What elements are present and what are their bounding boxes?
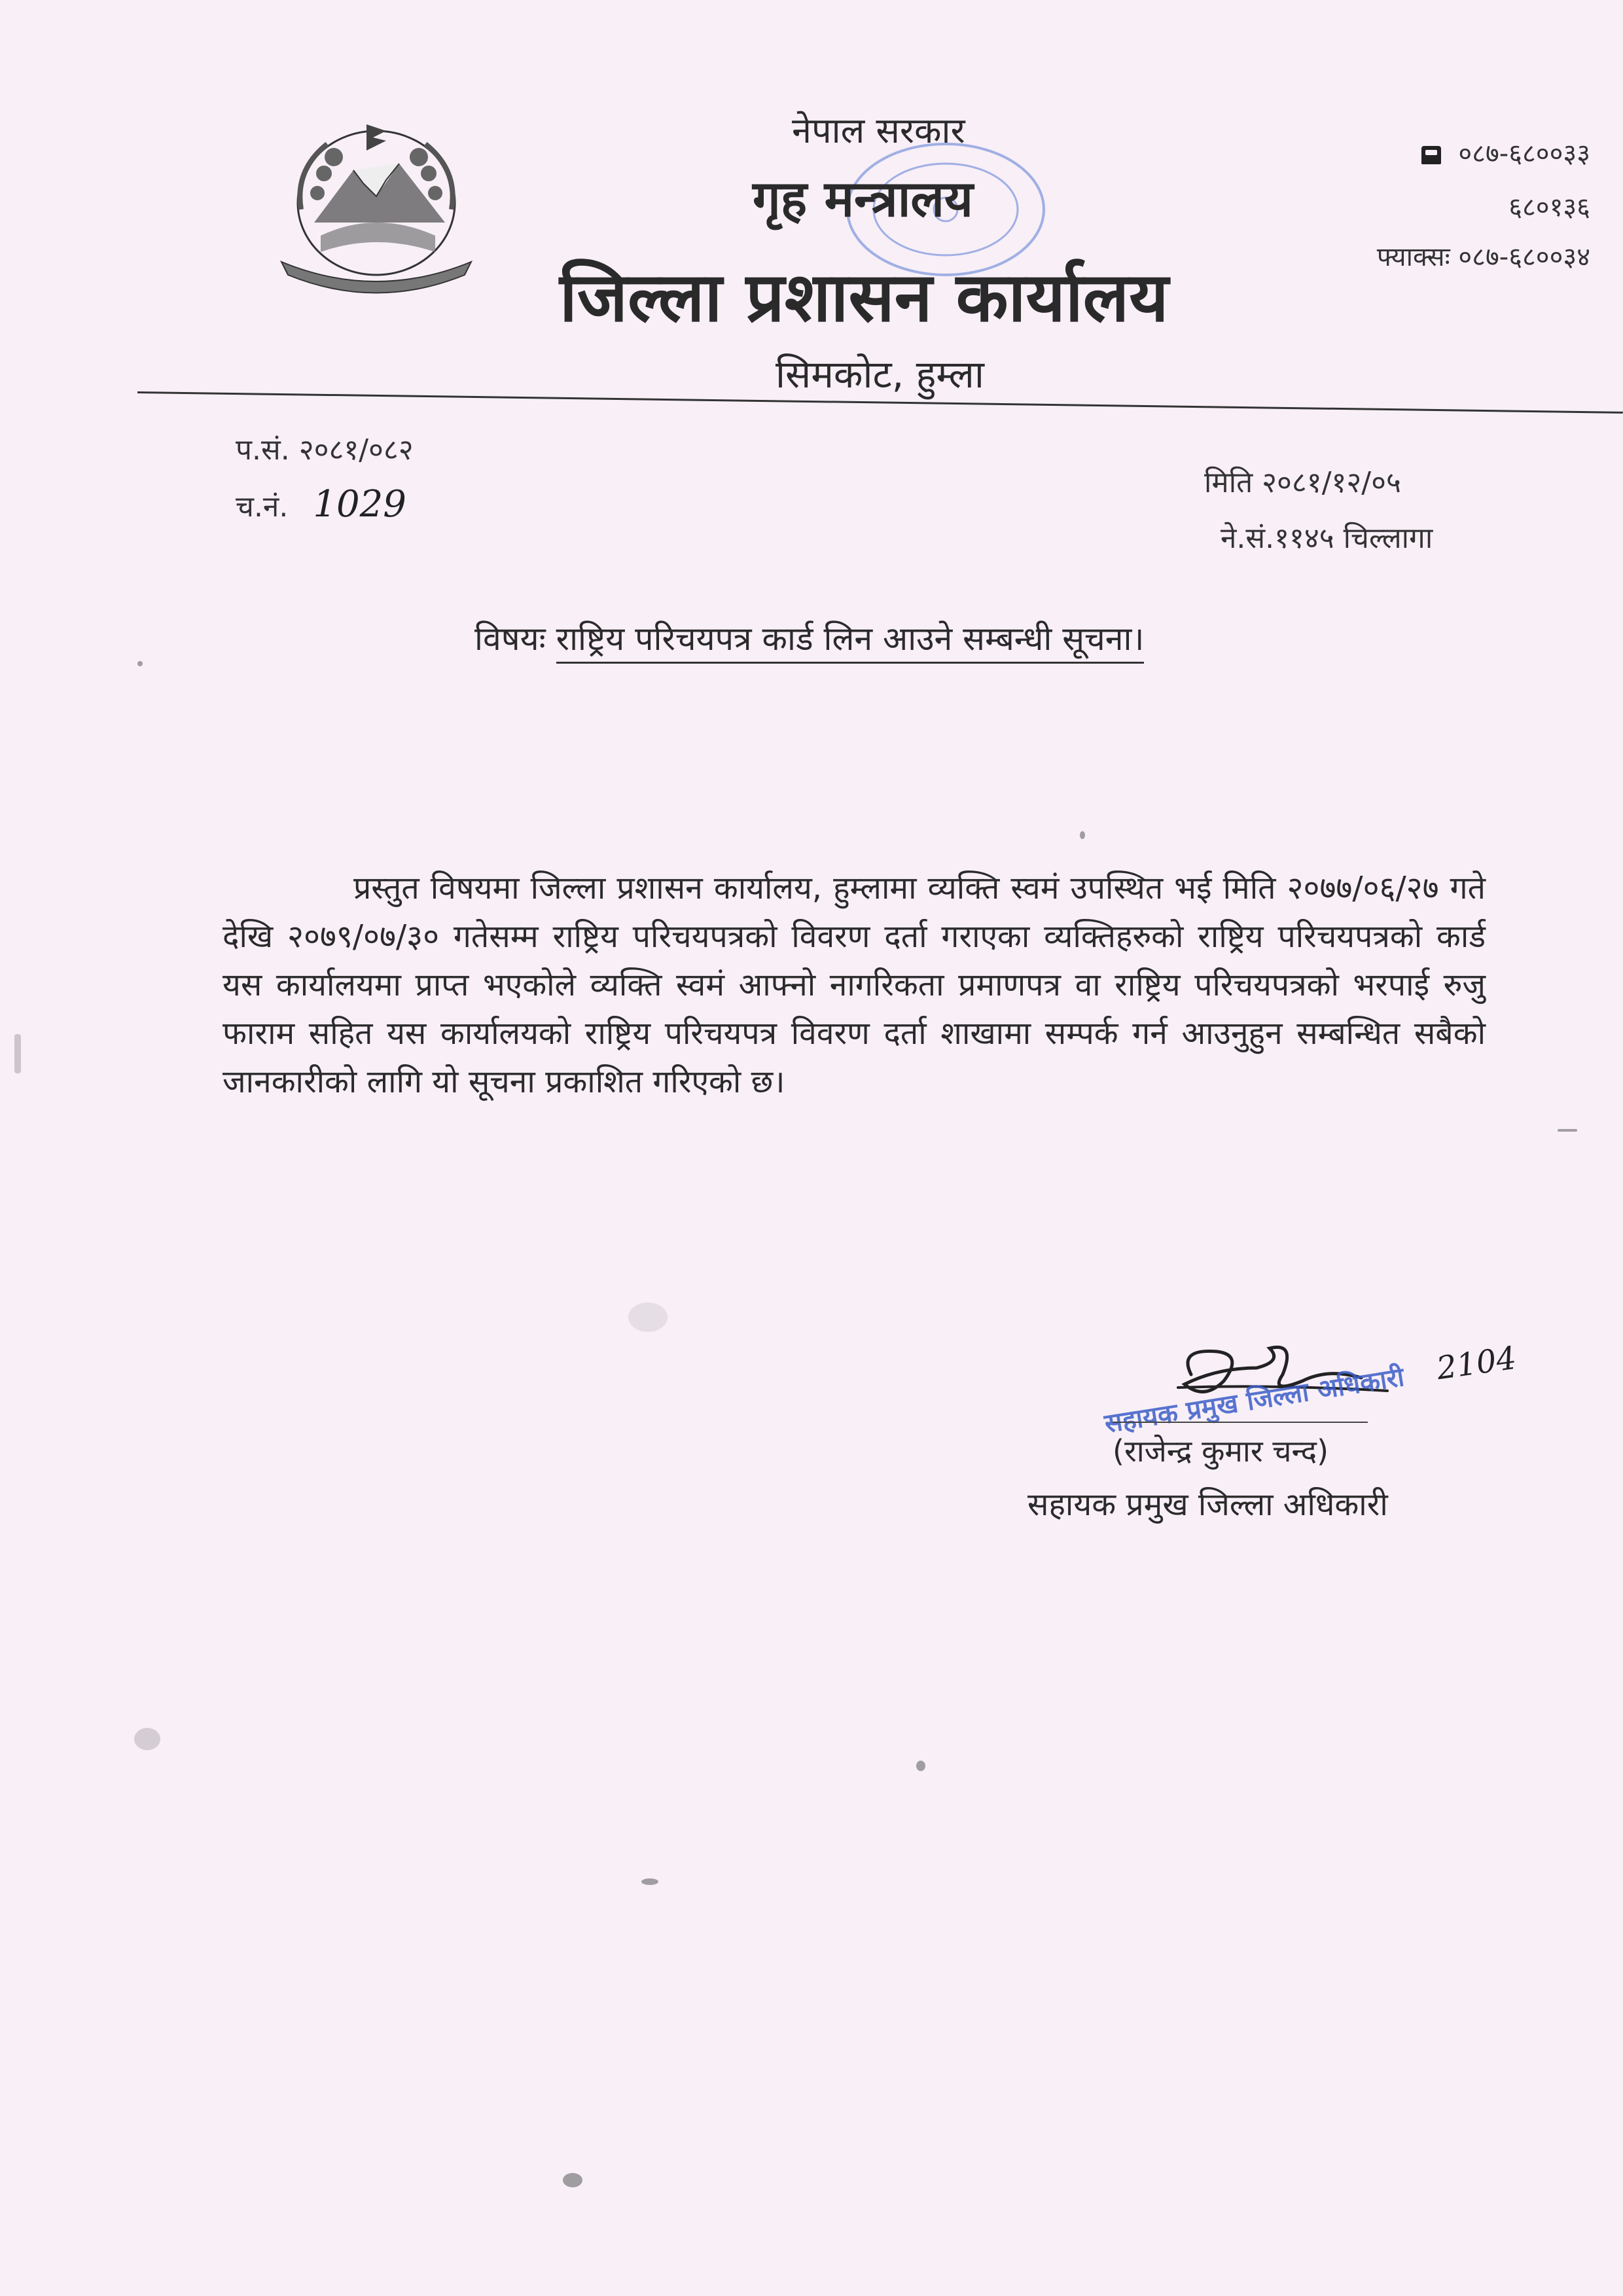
- nepal-samvat-date: ने.सं.११४५ चिल्लागा: [1221, 522, 1433, 555]
- scan-speck: [563, 2173, 582, 2187]
- phone-row-1: [1421, 141, 1590, 167]
- officer-stamp: सहायक प्रमुख जिल्ला अधिकारी: [1102, 1362, 1406, 1439]
- phone-number-2: ६८०१३६: [1508, 192, 1590, 223]
- signatory-title: सहायक प्रमुख जिल्ला अधिकारी: [1027, 1486, 1388, 1523]
- office-location: सिमकोट, हुम्ला: [776, 352, 984, 397]
- nepal-emblem-icon: [255, 111, 497, 308]
- scan-speck: [641, 1878, 658, 1885]
- dispatch-number: 1029: [313, 483, 406, 526]
- letter-number: प.सं. २०८१/०८२: [236, 433, 414, 467]
- subject-line: [474, 615, 1144, 660]
- subject-label: विषयः: [474, 620, 546, 658]
- scan-mark: [1558, 1129, 1577, 1132]
- signatory-name: (राजेन्द्र कुमार चन्द): [1113, 1433, 1329, 1469]
- government-name: नेपाल सरकार: [792, 110, 965, 151]
- dispatch-label: च.नं.: [236, 490, 289, 524]
- ministry-name: गृह मन्त्रालय: [753, 170, 973, 228]
- letter-date: मिति २०८१/१२/०५: [1204, 466, 1401, 499]
- scan-smudge: [134, 1728, 160, 1750]
- phone-icon: [1421, 146, 1441, 164]
- scan-edge-mark: [14, 1034, 21, 1073]
- handwritten-date: 2104: [1434, 1339, 1519, 1388]
- scan-speck: [916, 1761, 925, 1771]
- body-paragraph: प्रस्तुत विषयमा जिल्ला प्रशासन कार्यालय, हुम्लामा व्यक्ति स्वमं उपस्थित भई मिति २०७७/०६/२७ गते देखि २०७९/०७/३० गतेसम्म राष्ट्रिय परिचयपत्रको विवरण दर्ता गराएका व्यक्तिहरुको राष्ट्रिय परिचयपत्रको कार्ड यस कार्यालयमा प्राप्त भएकोले व्यक्ति स्वमं आफ्नो नागरिकता प्रमाणपत्र वा राष्ट्रिय परिचयपत्रको भरपाई रुजु फाराम सहित यस कार्यालयको राष्ट्रिय परिचयपत्र विवरण दर्ता शाखामा सम्पर्क गर्न आउनुहुन सम्बन्धित सबैको जानकारीको लागि यो सूचना प्रकाशित गरिएको छ।: [223, 870, 1486, 1100]
- fax-number: फ्याक्सः ०८७-६८००३४: [1376, 242, 1590, 272]
- dispatch-number-row: [236, 483, 406, 526]
- office-name: जिल्ला प्रशासन कार्यालय: [560, 257, 1169, 337]
- scan-smudge: [628, 1302, 668, 1332]
- signature-line: [1113, 1422, 1368, 1423]
- scan-speck: [1080, 831, 1085, 839]
- subject-text: राष्ट्रिय परिचयपत्र कार्ड लिन आउने सम्बन्धी सूचना।: [556, 620, 1145, 664]
- phone-number-1: ०८७-६८००३३: [1458, 139, 1590, 169]
- scan-speck: [137, 661, 143, 666]
